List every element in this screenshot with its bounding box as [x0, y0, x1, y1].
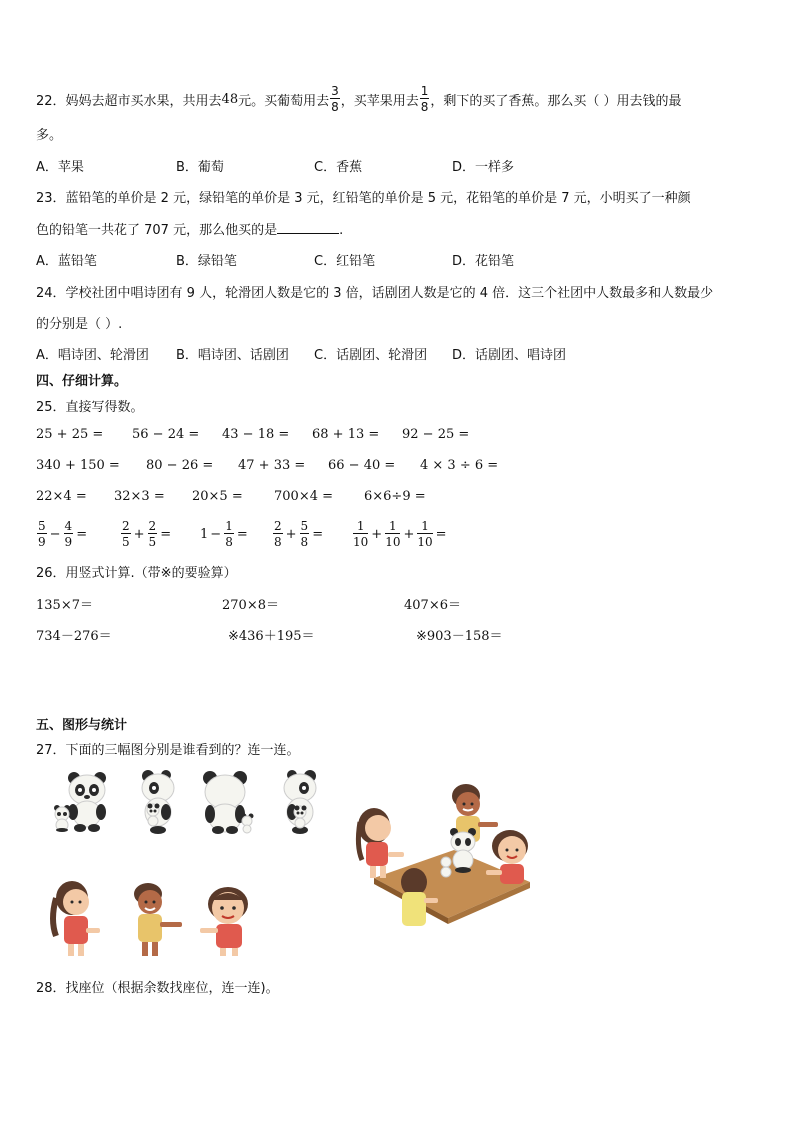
q23-line2 — [36, 219, 343, 238]
q25-r1-e3: 43 − 18 = — [222, 427, 290, 442]
q22-option-a: A．苹果 — [36, 160, 84, 175]
girl-ponytail-character[interactable] — [48, 880, 104, 958]
panda-view-back-icon[interactable] — [196, 768, 256, 834]
q25-r1-e1: 25 + 25 = — [36, 427, 104, 442]
q25-title: 25．直接写得数。 — [36, 400, 144, 415]
q22-fraction-grape: $\frac{3}{8}$ — [331, 84, 339, 114]
q22-line2: 多。 — [36, 128, 63, 143]
q25-r3-e4: 700×4 = — [274, 489, 334, 504]
q26-r2-e2: ※436＋195＝ — [228, 629, 315, 644]
q25-r2-e3: 47 + 33 = — [238, 458, 306, 473]
q25-r3-e2: 32×3 = — [114, 489, 165, 504]
q25-r2-e2: 80 − 26 = — [146, 458, 214, 473]
q22-option-b: B．葡萄 — [176, 160, 224, 175]
q25-r3-e1: 22×4 = — [36, 489, 87, 504]
q22-fraction-apple: $\frac{1}{8}$ — [420, 84, 429, 114]
q25-r4-e5: $\frac{1}{10}$ + $\frac{1}{10}$ + $\frac{1}{10}$ = — [353, 519, 447, 549]
q28-title: 28．找座位（根据余数找座位，连一连)。 — [36, 981, 279, 996]
q22-option-d: D．一样多 — [452, 160, 515, 175]
q25-r2-e4: 66 − 40 = — [328, 458, 396, 473]
q25-r3-e5: 6×6÷9 = — [364, 489, 426, 504]
q23-option-b: B．绿铅笔 — [176, 254, 237, 269]
q25-r4-e3: 1 − $\frac{1}{8}$ = — [200, 519, 248, 549]
q26-r1-e1: 135×7＝ — [36, 598, 93, 613]
q22-text-c: ，买苹果用去 — [340, 93, 419, 109]
q23-line2-end: . — [339, 223, 344, 238]
q26-title: 26．用竖式计算.（带※的要验算） — [36, 566, 237, 581]
panda-view-front-icon[interactable] — [48, 768, 112, 832]
q24-option-d: D．话剧团、唱诗团 — [452, 348, 567, 363]
q26-r1-e2: 270×8＝ — [222, 598, 279, 613]
q22-text-a: 22．妈妈去超市买水果，共用去 — [36, 93, 222, 109]
q24-line1: 24．学校社团中唱诗团有 9 人，轮滑团人数是它的 3 倍，话剧团人数是它的 4 倍．这三个社团中人数最多和人数最少 — [36, 286, 714, 301]
q23-line2-text: 色的铅笔一共花了 707 元，那么他买的是 — [36, 223, 278, 238]
q22-option-c: C．香蕉 — [314, 160, 363, 175]
q23-answer-blank[interactable] — [277, 221, 339, 234]
q22-text-d: ，剩下的买了香蕉。那么买（ ）用去钱的最 — [430, 93, 682, 109]
q25-r1-e4: 68 + 13 = — [312, 427, 380, 442]
section-4-heading: 四、仔细计算。 — [36, 374, 128, 389]
q25-r2-e1: 340 + 150 = — [36, 458, 120, 473]
q26-r2-e3: ※903－158＝ — [416, 629, 503, 644]
q25-r4-e1: $\frac{5}{9}$ − $\frac{4}{9}$ = — [38, 519, 88, 549]
q25-r2-e5: 4 × 3 ÷ 6 = — [420, 458, 499, 473]
q25-r1-e5: 92 − 25 = — [402, 427, 470, 442]
q22-text-b: 元。买葡萄用去 — [238, 93, 330, 109]
q27-title: 27．下面的三幅图分别是谁看到的？连一连。 — [36, 743, 300, 758]
q25-r3-e3: 20×5 = — [192, 489, 243, 504]
q25-r4-e4: $\frac{2}{8}$ + $\frac{5}{8}$ = — [274, 519, 324, 549]
q23-line1: 23．蓝铅笔的单价是 2 元，绿铅笔的单价是 3 元，红铅笔的单价是 5 元，花铅笔的单价是 7 元，小明买了一种颜 — [36, 191, 691, 206]
girl-short-hair-character[interactable] — [196, 886, 256, 956]
q23-option-c: C．红铅笔 — [314, 254, 376, 269]
boy-character[interactable] — [126, 882, 186, 958]
q26-r2-e1: 734－276＝ — [36, 629, 112, 644]
q25-r1-e2: 56 − 24 = — [132, 427, 200, 442]
q24-option-c: C．话剧团、轮滑团 — [314, 348, 428, 363]
q24-option-a: A．唱诗团、轮滑团 — [36, 348, 149, 363]
panda-view-side-left-icon[interactable] — [136, 768, 180, 834]
q24-line2: 的分别是（ ）. — [36, 317, 123, 332]
q23-option-a: A．蓝铅笔 — [36, 254, 97, 269]
panda-view-side-right-icon[interactable] — [278, 768, 322, 834]
q25-r4-e2: $\frac{2}{5}$ + $\frac{2}{5}$ = — [122, 519, 172, 549]
q22-amount: 48 — [221, 91, 239, 107]
q23-option-d: D．花铅笔 — [452, 254, 515, 269]
q22-line1 — [36, 84, 682, 114]
scene-children-table-illustration — [352, 782, 542, 932]
section-5-heading: 五、图形与统计 — [36, 718, 128, 733]
q24-option-b: B．唱诗团、话剧团 — [176, 348, 289, 363]
q26-r1-e3: 407×6＝ — [404, 598, 461, 613]
